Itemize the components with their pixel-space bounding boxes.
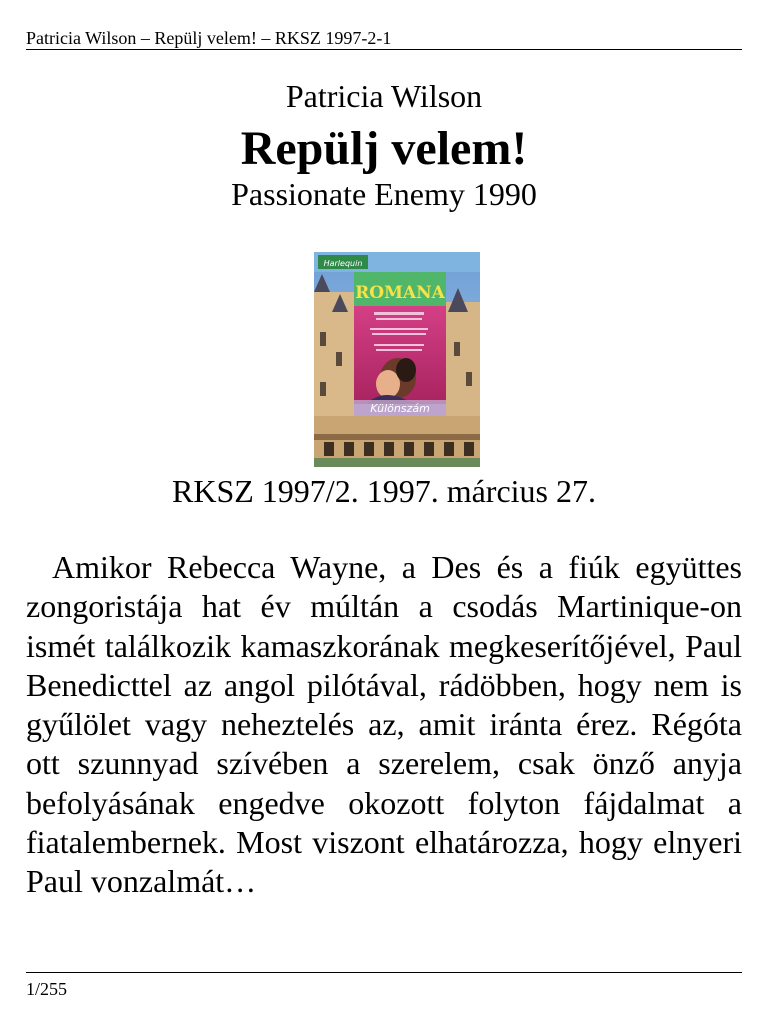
cover-banner-label: Különszám [370,402,430,415]
book-cover-image [314,252,480,467]
page-number: 1/255 [26,979,68,999]
cover-publisher-label: Harlequin [323,259,363,268]
running-header: Patricia Wilson – Repülj velem! – RKSZ 1997-2-1 [26,28,742,50]
series-info: RKSZ 1997/2. 1997. március 27. [172,473,596,509]
cover-series-label: ROMANA [355,283,445,303]
book-blurb: Amikor Rebecca Wayne, a Des és a fiúk együttes zongoristája hat év múltán a csodás Martinique-on ismét találkozik kamaszkorának megkeserítőjével, Paul Benedicttel az angol pilótával, rádöbben, hogy nem is gyűlölet vagy neheztelés az, amit iránta érez. Régóta ott szunnyad szívében a szerelem, csak önző anyja befolyásának engedve okozott folyton fájdalmat a fiatalembernek. Most viszont elhatározza, hogy elnyeri Paul vonzalmát… [26,549,742,900]
book-author: Patricia Wilson [285,78,483,114]
book-title: Repülj velem! [240,122,528,175]
footer-rule [26,972,742,973]
original-title: Passionate Enemy 1990 [231,176,537,212]
